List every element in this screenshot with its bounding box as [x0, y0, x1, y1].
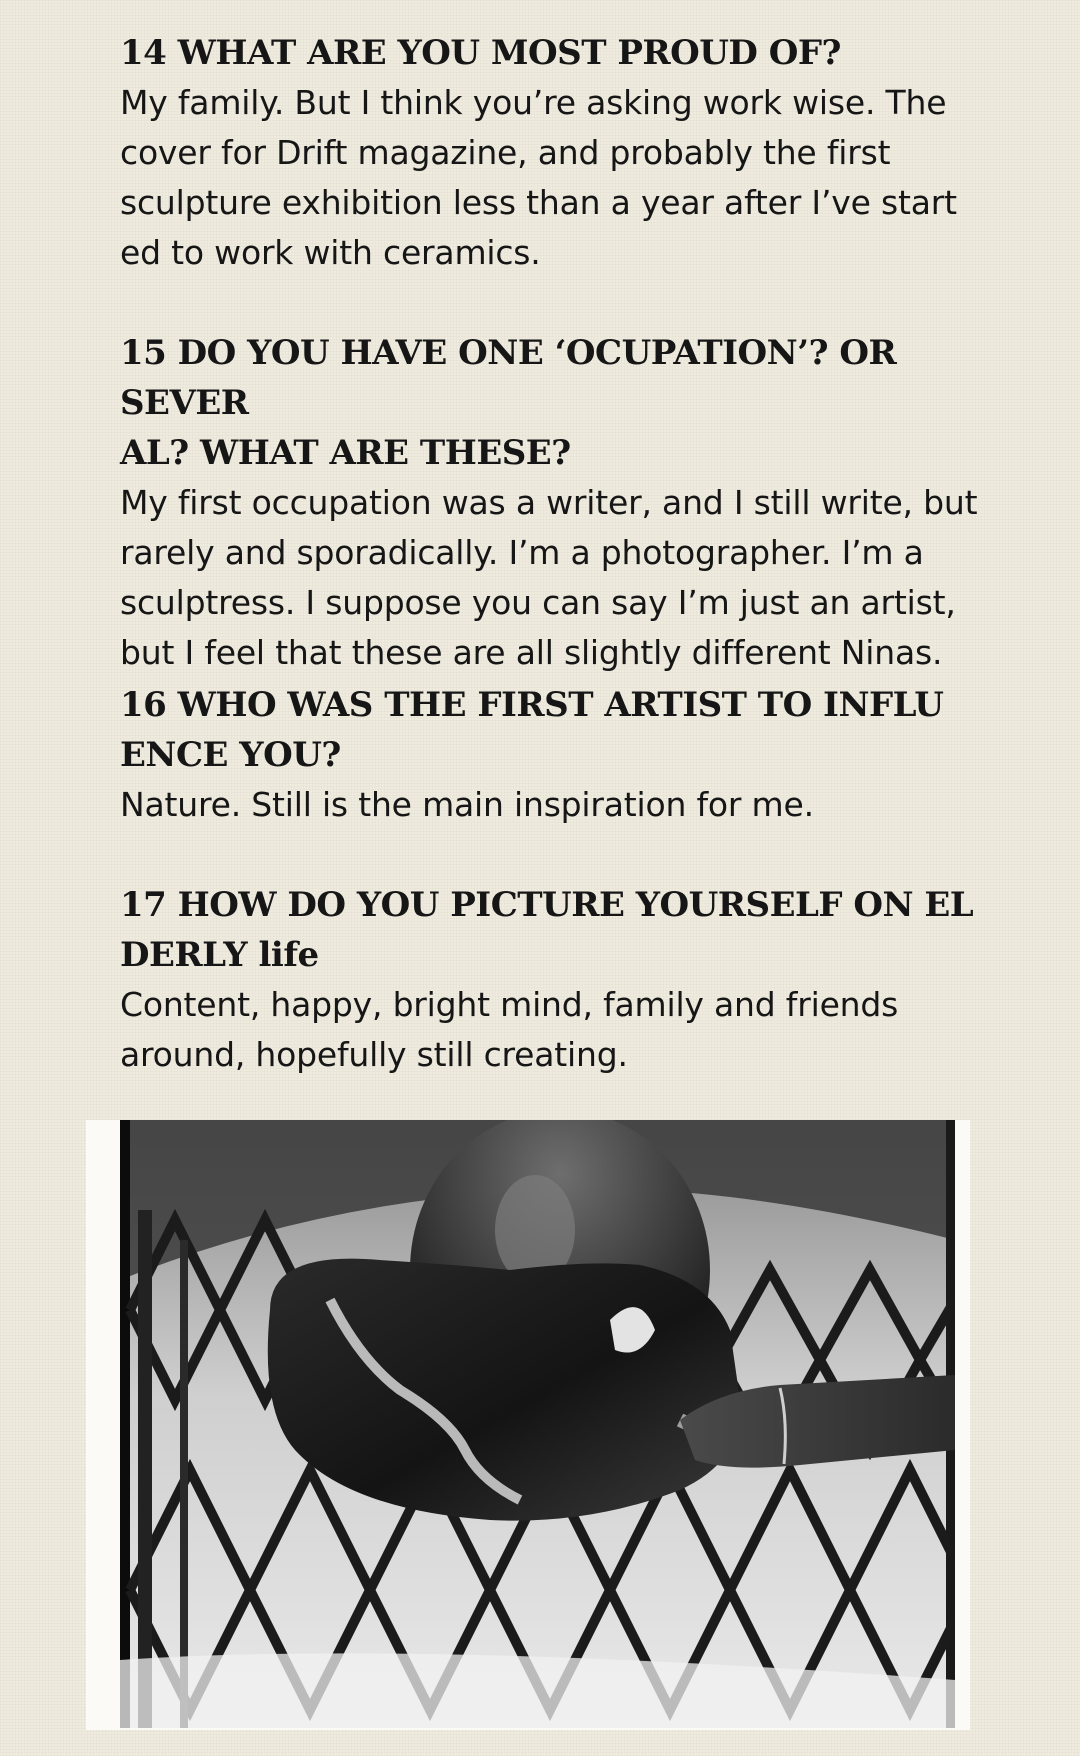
answer-15-line-3: sculptress. I suppose you can say I’m just an artist,: [120, 583, 956, 622]
answer-17: [120, 980, 1020, 1080]
answer-15-line-2: rarely and sporadically. I’m a photographer. I’m a: [120, 533, 924, 572]
question-15: [120, 328, 1020, 478]
qa-section-14: [120, 28, 1020, 278]
answer-15-line-4: but I feel that these are all slightly different Ninas.: [120, 633, 943, 672]
qa-section-17: [120, 880, 1020, 1080]
answer-14-line-2: cover for Drift magazine, and probably the first: [120, 133, 891, 172]
bw-photograph: [120, 1120, 955, 1728]
answer-14-line-4: ed to work with ceramics.: [120, 233, 541, 272]
ceramic-mask: [268, 1259, 741, 1521]
photo-illustration: [120, 1120, 955, 1728]
question-15-line-2: AL? WHAT ARE THESE?: [120, 433, 571, 473]
gate-post-left: [138, 1210, 152, 1728]
qa-section-15: [120, 328, 1020, 678]
answer-14: [120, 78, 1020, 278]
question-15-line-1: 15 DO YOU HAVE ONE ‘OCUPATION’? OR SEVER: [120, 333, 897, 423]
question-16: [120, 680, 1020, 780]
question-17-line-2: DERLY life: [120, 935, 319, 975]
answer-15-line-1: My first occupation was a writer, and I still write, but: [120, 483, 978, 522]
answer-14-line-1: My family. But I think you’re asking work wise. The: [120, 83, 947, 122]
question-16-line-2: ENCE YOU?: [120, 735, 341, 775]
answer-16: [120, 780, 1020, 830]
answer-14-line-3: sculpture exhibition less than a year after I’ve start: [120, 183, 957, 222]
question-17-line-1: 17 HOW DO YOU PICTURE YOURSELF ON EL: [120, 885, 974, 925]
answer-17-line-1: Content, happy, bright mind, family and friends: [120, 985, 899, 1024]
answer-15: [120, 478, 1020, 678]
answer-16-line-1: Nature. Still is the main inspiration for me.: [120, 785, 814, 824]
film-edge-left: [120, 1120, 130, 1728]
photo-print-border: [86, 1120, 970, 1730]
qa-section-16: [120, 680, 1020, 830]
gate-post-left-2: [180, 1240, 188, 1728]
question-17: [120, 880, 1020, 980]
question-14-line-1: 14 WHAT ARE YOU MOST PROUD OF?: [120, 33, 841, 73]
question-14: [120, 28, 1020, 78]
answer-17-line-2: around, hopefully still creating.: [120, 1035, 628, 1074]
question-16-line-1: 16 WHO WAS THE FIRST ARTIST TO INFLU: [120, 685, 944, 725]
